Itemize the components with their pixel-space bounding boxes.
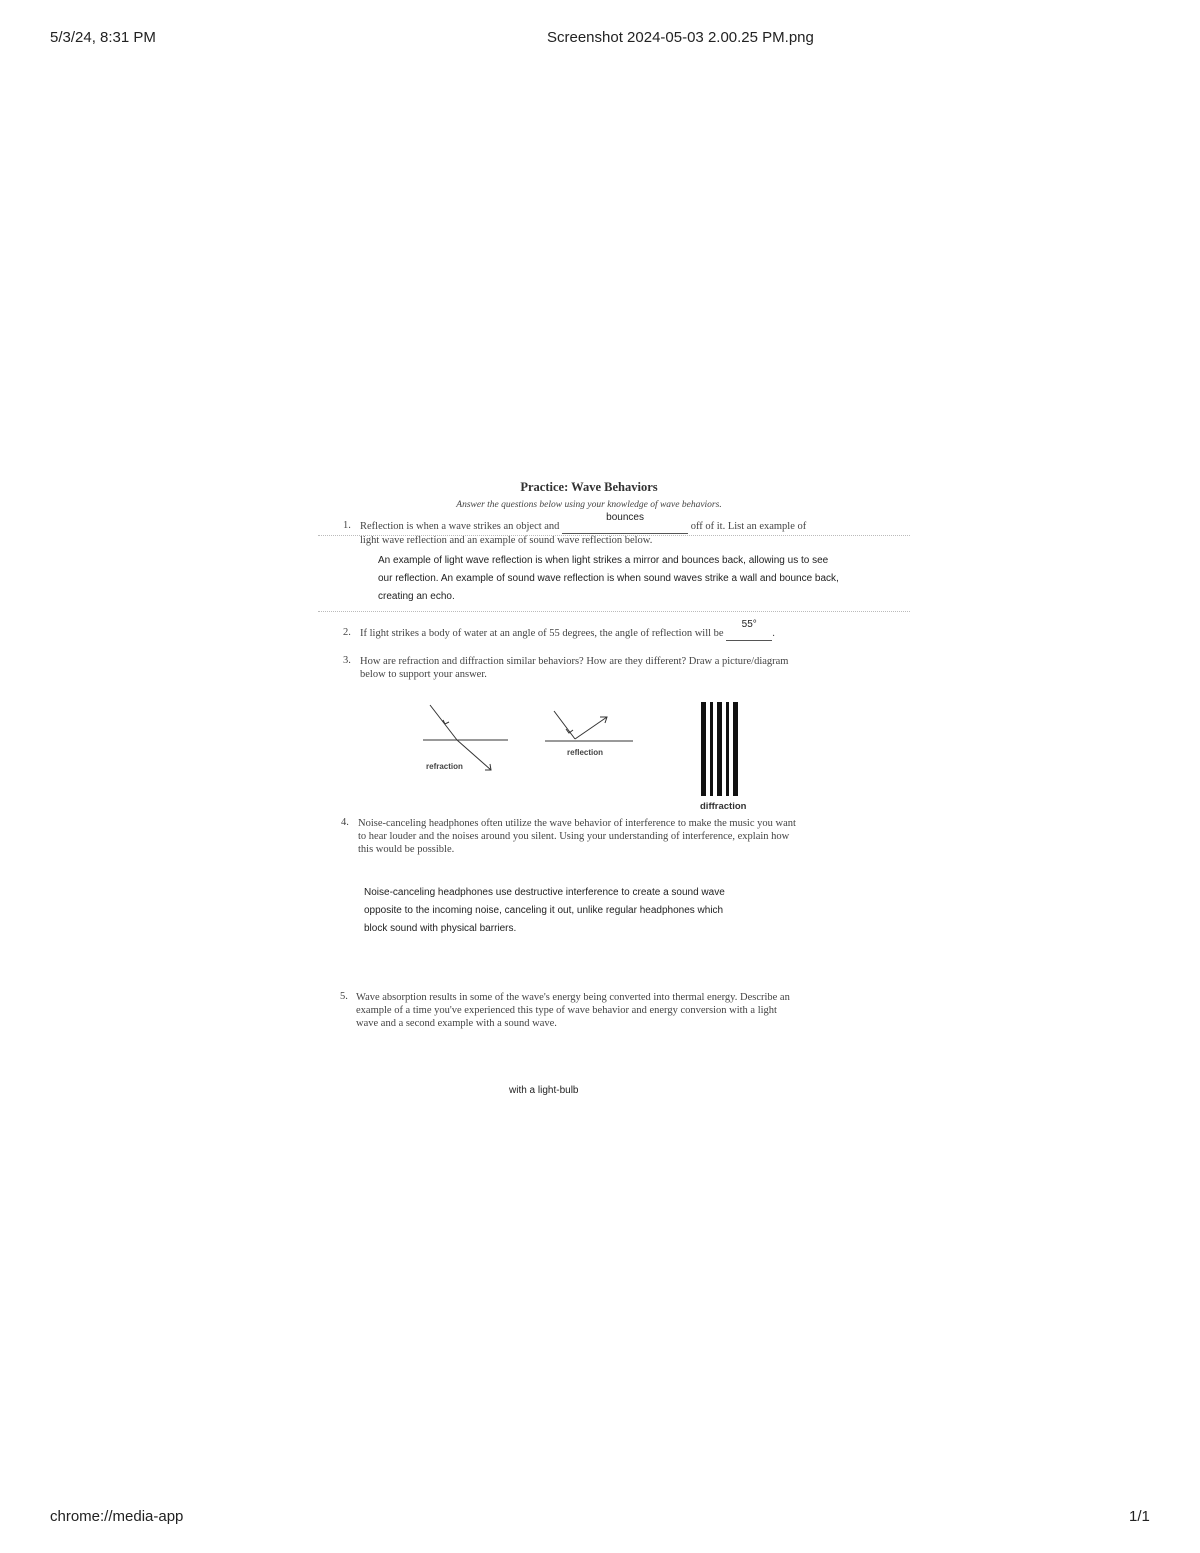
diffraction-drawing (698, 700, 746, 798)
refraction-label: refraction (426, 762, 463, 771)
q2-blank (726, 619, 772, 641)
q1-blank-answer: bounces (606, 512, 644, 523)
q4-line: Noise-canceling headphones often utilize the wave behavior of interference to make the music you want (358, 818, 796, 829)
q3-number: 3. (343, 655, 351, 666)
q2-text (360, 619, 775, 641)
worksheet-title: Practice: Wave Behaviors (520, 480, 658, 494)
q4-number: 4. (341, 817, 349, 828)
q5-line: example of a time you've experienced this type of wave behavior and energy conversion with a light (356, 1005, 777, 1016)
q5-answer: with a light-bulb (509, 1085, 579, 1096)
q4-line: to hear louder and the noises around you silent. Using your understanding of interference, explain how (358, 831, 790, 842)
print-file-title: Screenshot 2024-05-03 2.00.25 PM.png (547, 29, 814, 46)
q1-number: 1. (343, 520, 351, 531)
q5-line: Wave absorption results in some of the wave's energy being converted into thermal energy. Describe an (356, 992, 790, 1003)
q4-answer-line: Noise-canceling headphones use destructive interference to create a sound wave (364, 887, 725, 898)
reflection-drawing (540, 705, 640, 750)
q1-dotted-rule-bottom (318, 611, 910, 613)
q2-text-a: If light strikes a body of water at an angle of 55 degrees, the angle of reflection will be (360, 628, 724, 639)
q2-text-b: . (772, 628, 775, 639)
q1-answer (378, 552, 923, 606)
q1-blank (562, 512, 688, 534)
q1-answer-line: our reflection. An example of sound wave reflection is when sound waves strike a wall and bounce back, (378, 573, 839, 584)
q3-line: below to support your answer. (360, 669, 487, 680)
q5-text (356, 991, 856, 1030)
print-timestamp: 5/3/24, 8:31 PM (50, 29, 156, 46)
q4-answer-line: block sound with physical barriers. (364, 923, 517, 934)
q2-blank-answer: 55° (741, 619, 757, 630)
q2-number: 2. (343, 627, 351, 638)
q1-text (360, 512, 850, 547)
q1-answer-line: creating an echo. (378, 591, 455, 602)
q4-line: this would be possible. (358, 844, 455, 855)
reflection-label: reflection (567, 748, 604, 757)
worksheet-subtitle: Answer the questions below using your knowledge of wave behaviors. (456, 500, 722, 510)
q5-number: 5. (340, 991, 348, 1002)
q1-text-c: light wave reflection and an example of sound wave reflection below. (360, 535, 653, 546)
q4-answer (364, 884, 804, 938)
print-url: chrome://media-app (50, 1508, 184, 1525)
q4-text (358, 817, 853, 856)
q1-text-a: Reflection is when a wave strikes an object and (360, 521, 560, 532)
q1-answer-line: An example of light wave reflection is when light strikes a mirror and bounces back, allowing us to see (378, 555, 829, 566)
print-page-count: 1/1 (1129, 1508, 1150, 1525)
q5-line: wave and a second example with a sound wave. (356, 1018, 557, 1029)
q3-text (360, 655, 850, 681)
q4-answer-line: opposite to the incoming noise, canceling it out, unlike regular headphones which (364, 905, 724, 916)
diffraction-label: diffraction (700, 801, 747, 812)
q1-text-b: off of it. List an example of (690, 521, 807, 532)
q3-line: How are refraction and diffraction similar behaviors? How are they different? Draw a picture/diagram (360, 656, 789, 667)
q1-dotted-rule-top (318, 535, 910, 537)
